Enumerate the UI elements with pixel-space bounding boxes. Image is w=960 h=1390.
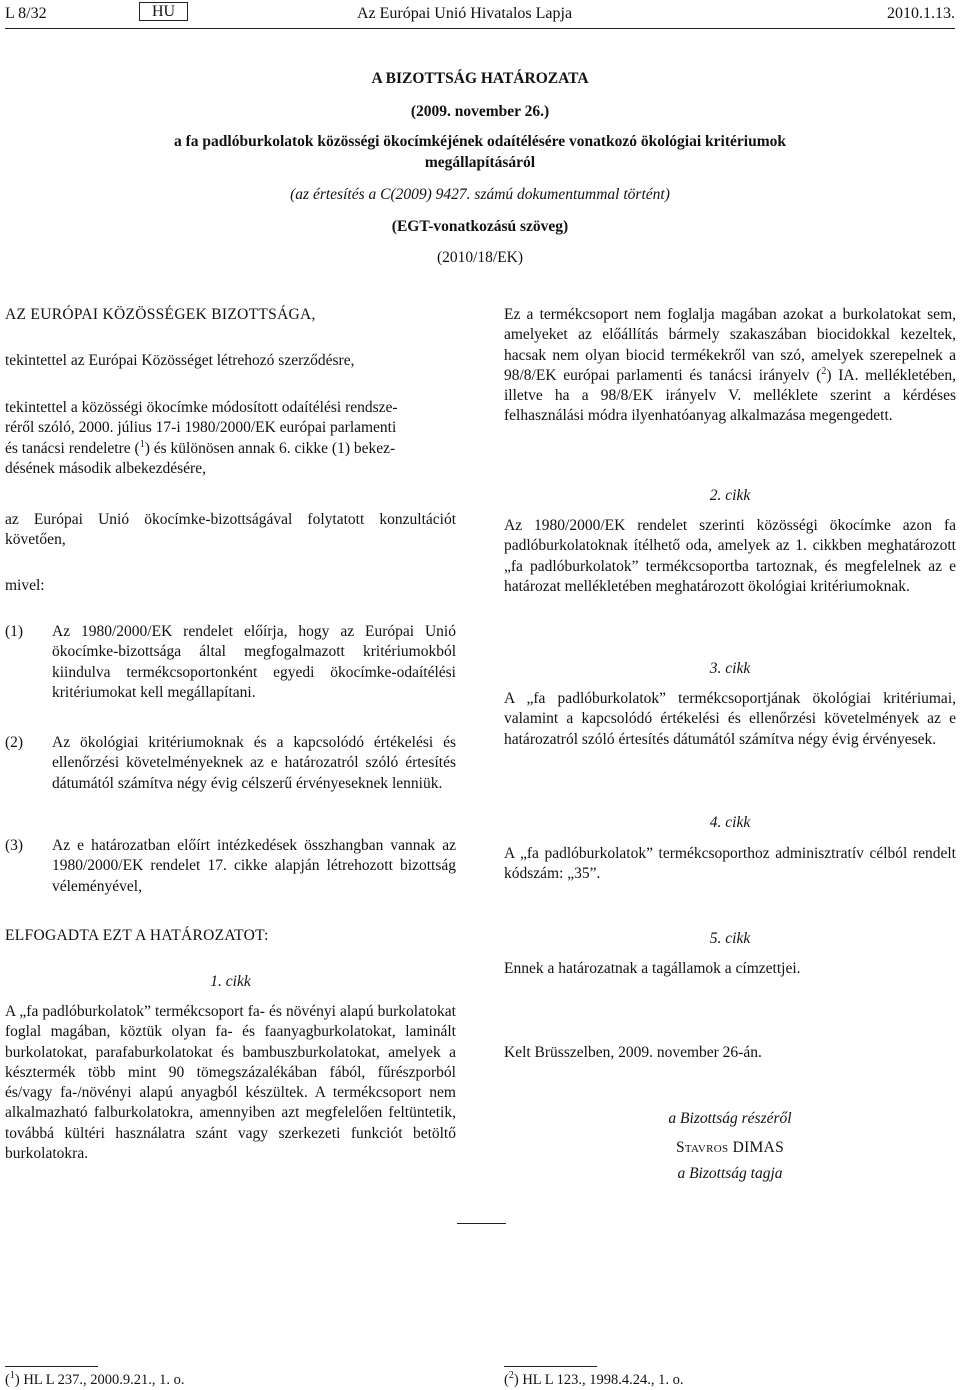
footnote-ref-2[interactable]: 2 <box>821 365 827 377</box>
article-2-title: 2. cikk <box>709 487 751 504</box>
hr2-line-d: désének második albekezdésére, <box>5 459 206 477</box>
consultation: az Európai Unió ökocímke-bizottságával folytatott konzultációt követően, <box>5 511 456 549</box>
doc-title-2: (2009. november 26.) <box>410 103 550 120</box>
footnote-rule-right <box>504 1366 597 1367</box>
doc-title-4: megállapításáról <box>424 154 536 171</box>
footnote-1-number: 1 <box>9 1370 15 1382</box>
article-1-title: 1. cikk <box>210 973 251 990</box>
language-badge: HU <box>139 2 188 21</box>
article-3-title: 3. cikk <box>709 660 751 677</box>
hr2-line-a: tekintettel a közösségi ökocímke módosított odaítélési rendsze- <box>5 399 398 416</box>
for-commission: a Bizottság részéről <box>668 1110 792 1127</box>
hr2-line-b: réről szóló, 2000. július 17-i 1980/2000/EK európai parlamenti <box>5 419 397 437</box>
header-rule <box>5 28 955 29</box>
art1-cont-b: ) IA. mellékletében, illetve ha a 98/8/EK irányelv V. melléklete szerint a kérdéses felhasználási módra ilyenhatóanyag alkalmazása megengedett. <box>504 366 956 425</box>
notice-part-a: (az értesítés a C(2009) 9427. <box>290 186 471 203</box>
doc-title-1: A BIZOTTSÁG HATÁROZATA <box>371 70 589 87</box>
institution: AZ EURÓPAI KÖZÖSSÉGEK BIZOTTSÁGA, <box>5 306 316 323</box>
having-regard-2 <box>5 398 456 479</box>
signatory-name: Stavros DIMAS <box>675 1139 785 1156</box>
whereas: mivel: <box>5 577 45 594</box>
recital-3 <box>5 836 456 898</box>
article-3-text: A „fa padlóburkolatok” termékcsoportjának ökológiai kritériumai, valamint a kapcsolódó értékelési és ellenőrzési követelmények az e határozatról szóló értesítés dátumától számítva négy évig érvényesek. <box>504 690 956 748</box>
article-2-text: Az 1980/2000/EK rendelet szerinti közösségi ökocímke azon fa padlóburkolatoknak ítélhető oda, amelyek az 1. cikkben meghatározott „fa padlóburkolatok” termékcsoportba tartoznak, és megfelelnek az e határozat mellékletében meghatározott ökológiai kritériumoknak. <box>504 517 956 595</box>
notice-line <box>0 185 960 205</box>
recital-number: (3) <box>5 837 24 854</box>
article-5-title: 5. cikk <box>709 930 751 947</box>
recital-number: (1) <box>5 623 24 640</box>
page-header <box>5 4 955 26</box>
footnote-2-text: HL L 123., 1998.4.24., 1. o. <box>518 1372 684 1388</box>
footnote-ref-1[interactable]: 1 <box>139 438 145 450</box>
doc-title-3: a fa padlóburkolatok közösségi ökocímkéjének odaítélésére vonatkozó ökológiai kritériumok <box>174 133 786 150</box>
journal-title: Az Európai Unió Hivatalos Lapja <box>357 5 573 22</box>
recital-text: Az ökológiai kritériumoknak és a kapcsolódó értékelési és ellenőrzési követelményeknek az e határozatról szóló értesítés dátumától számítva négy évig célszerű érvényeseknek lenniük. <box>52 734 456 792</box>
eea-relevance: (EGT-vonatkozású szöveg) <box>391 218 569 235</box>
recital-text: Az 1980/2000/EK rendelet előírja, hogy az Európai Unió ökocímke-bizottsága által megfogalmazott kritériumokból kiindulva termékcsoportonként egyedi ökocímke-odaítélési kritériumokat kell megállapítani. <box>52 623 456 701</box>
signatory-title: a Bizottság tagja <box>677 1165 783 1182</box>
art1-cont-a: Ez a termékcsoport nem foglalja magában azokat a burkolatokat sem, amelyeket az előállítás bármely szakaszában biocidokkal kezeltek, hacsak nem olyan biocid termékekről van szó, amelyek szerepelnek a 98/8/EK európai parlamenti és tanácsi irányelv ( <box>504 306 956 384</box>
having-regard-1: tekintettel az Európai Közösséget létrehozó szerződésre, <box>5 352 355 369</box>
recital-number: (2) <box>5 734 24 751</box>
footnote-1-text: HL L 237., 2000.9.21., 1. o. <box>19 1372 185 1388</box>
article-5-text: Ennek a határozatnak a tagállamok a címzettjei. <box>504 960 801 977</box>
done-at: Kelt Brüsszelben, 2009. november 26-án. <box>504 1044 762 1061</box>
hr2-line-c <box>5 439 456 459</box>
article-4-title: 4. cikk <box>709 814 751 831</box>
recital-2 <box>5 733 456 815</box>
hr2-c1: és tanácsi rendeletre ( <box>5 439 140 457</box>
footnote-2: ($^2$) HL L 123., 1998.4.24., 1. o. <box>504 1370 684 1388</box>
page-number: L 8/32 <box>5 5 47 22</box>
article-4-text: A „fa padlóburkolatok” termékcsoporthoz adminisztratív célból rendelt kódszám: „35”. <box>504 845 956 883</box>
issue-date: 2010.1.13. <box>887 5 955 22</box>
footnote-2-number: 2 <box>508 1370 514 1382</box>
footnote-rule-left <box>5 1366 98 1367</box>
end-separator <box>457 1223 506 1224</box>
article-1-continued <box>504 305 956 427</box>
hr2-c2: ) és különösen annak 6. cikke (1) bekez- <box>144 439 396 457</box>
adopted-formula: ELFOGADTA EZT A HATÁROZATOT: <box>5 927 269 944</box>
doc-reference: (2010/18/EK) <box>436 249 524 266</box>
footnote-1: ($^1$) HL L 237., 2000.9.21., 1. o. <box>5 1370 185 1388</box>
recital-text: Az e határozatban előírt intézkedések összhangban vannak az 1980/2000/EK rendelet 17. cikke alapján létrehozott bizottság véleményével, <box>52 837 456 895</box>
recital-1 <box>5 622 456 704</box>
article-1-text: A „fa padlóburkolatok” termékcsoport fa- és növényi alapú burkolatokat foglal magában, köztük olyan fa- és faanyagburkolatokat, laminált burkolatokat, parafaburkolatokat és bambuszburkolatokat, amelyek a késztermék több mint 90 tömegszázalékában fából, fűrészporból és/vagy fa-/növényi alapú anyagból készültek. A termékcsoport nem alkalmazható falburkolatokra, amennyiben azt megfelelően feltüntetik, továbbá kültéri használatra szánt vagy szerkezeti funkciót betöltő burkolatokra. <box>5 1003 456 1163</box>
notice-part-b: számú dokumentummal történt) <box>470 186 670 203</box>
